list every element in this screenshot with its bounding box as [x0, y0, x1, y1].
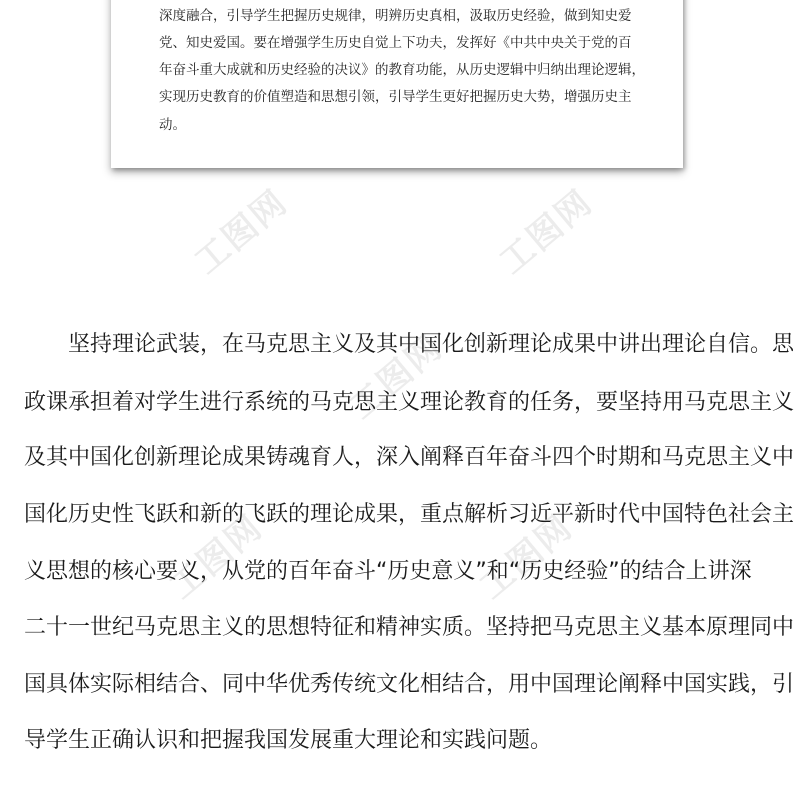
- card-line: 深度融合，引导学生把握历史规律，明辨历史真相，汲取历史经验，做到知史爱: [159, 8, 632, 24]
- watermark: 工图网: [187, 182, 296, 283]
- watermark: 工图网: [472, 507, 581, 608]
- watermark: 工图网: [162, 507, 271, 608]
- paragraph-line: 二十一世纪马克思主义的思想特征和精神实质。坚持把马克思主义基本原理同中: [24, 615, 795, 640]
- paragraph-line: 义思想的核心要义，从党的百年奋斗“历史意义”和“历史经验”的结合上讲深: [24, 559, 752, 584]
- paragraph-line: 导学生正确认识和把握我国发展重大理论和实践问题。: [24, 728, 553, 753]
- paragraph-line: 政课承担着对学生进行系统的马克思主义理论教育的任务，要坚持用马克思主义: [24, 390, 795, 415]
- card-line: 党、知史爱国。要在增强学生历史自觉上下功夫，发挥好《中共中央关于党的百: [159, 35, 632, 51]
- watermark: 工图网: [342, 327, 451, 428]
- card-line: 年奋斗重大成就和历史经验的决议》的教育功能，从历史逻辑中归纳出理论逻辑，: [159, 62, 645, 78]
- paragraph-line: 国化历史性飞跃和新的飞跃的理论成果，重点解析习近平新时代中国特色社会主: [24, 502, 795, 527]
- card-line: 实现历史教育的价值塑造和思想引领，引导学生更好把握历史大势，增强历史主: [159, 89, 632, 105]
- watermark: 工图网: [492, 182, 601, 283]
- document-card: [111, 0, 683, 168]
- paragraph-line: 及其中国化创新理论成果铸魂育人，深入阐释百年奋斗四个时期和马克思主义中: [24, 445, 795, 470]
- paragraph-line: 坚持理论武装，在马克思主义及其中国化创新理论成果中讲出理论自信。思: [24, 332, 795, 357]
- paragraph-line: 国具体实际相结合、同中华优秀传统文化相结合，用中国理论阐释中国实践，引: [24, 672, 795, 697]
- card-line: 动。: [159, 117, 186, 133]
